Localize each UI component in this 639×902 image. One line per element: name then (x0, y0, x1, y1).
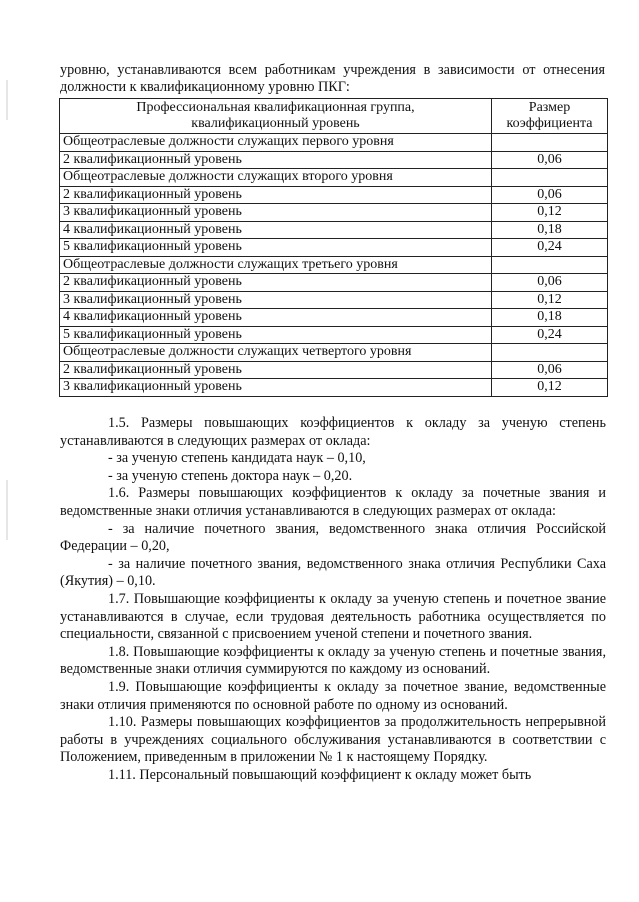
table-row (60, 256, 608, 274)
row-value: 0,06 (492, 274, 608, 292)
row-value: 0,18 (492, 221, 608, 239)
row-label: 4 квалификационный уровень (60, 221, 492, 239)
row-label: Общеотраслевые должности служащих четвертого уровня (60, 344, 492, 362)
scan-edge-mark (6, 80, 8, 120)
document-body (60, 415, 606, 784)
table-row (60, 204, 608, 222)
section-1-5-item-a: - за ученую степень кандидата наук – 0,10, (108, 450, 366, 467)
section-1-6-item-b: - за наличие почетного звания, ведомственного знака отличия Республики Саха (Якутия) – 0,10. (60, 555, 606, 590)
table-row (60, 169, 608, 187)
table-row (60, 309, 608, 327)
table-row (60, 326, 608, 344)
section-1-6-item-a: - за наличие почетного звания, ведомственного знака отличия Российской Федерации – 0,20, (60, 520, 606, 555)
table-row (60, 291, 608, 309)
header-col2-line1: Размер (528, 100, 571, 115)
table-row (60, 344, 608, 362)
table-row (60, 274, 608, 292)
row-label: Общеотраслевые должности служащих первого уровня (60, 134, 492, 152)
section-1-7: 1.7. Повышающие коэффициенты к окладу за ученую степень и почетное звание устанавливаются в случае, если трудовая деятельность работника осуществляется по специальности, связанной с присвоением ученой степени и почетного звания. (60, 590, 606, 643)
row-value: 0,12 (492, 204, 608, 222)
section-1-8: 1.8. Повышающие коэффициенты к окладу за ученую степень и почетные звания, ведомственные знаки отличия суммируются по каждому из оснований. (60, 643, 606, 678)
table-row (60, 361, 608, 379)
section-1-11: 1.11. Персональный повышающий коэффициент к окладу может быть (108, 766, 532, 783)
row-value: 0,24 (492, 326, 608, 344)
row-value: 0,06 (492, 186, 608, 204)
row-value (492, 256, 608, 274)
row-label: Общеотраслевые должности служащих третьего уровня (60, 256, 492, 274)
row-label: 3 квалификационный уровень (60, 379, 492, 397)
row-value (492, 134, 608, 152)
row-label: 2 квалификационный уровень (60, 151, 492, 169)
row-label: 4 квалификационный уровень (60, 309, 492, 327)
header-coefficient-size (492, 99, 608, 134)
row-label: 3 квалификационный уровень (60, 291, 492, 309)
section-1-5: 1.5. Размеры повышающих коэффициентов к окладу за ученую степень устанавливаются в следующих размерах от оклада: (60, 415, 606, 449)
section-1-9: 1.9. Повышающие коэффициенты к окладу за почетное звание, ведомственные знаки отличия применяются по основной работе по одному из оснований. (60, 678, 606, 713)
row-label: 3 квалификационный уровень (60, 204, 492, 222)
header-qualification-group (60, 99, 492, 134)
table-row (60, 134, 608, 152)
coefficient-table (59, 98, 608, 397)
row-label: 2 квалификационный уровень (60, 186, 492, 204)
row-value: 0,06 (492, 361, 608, 379)
row-value: 0,12 (492, 291, 608, 309)
row-label: Общеотраслевые должности служащих второго уровня (60, 169, 492, 187)
row-value: 0,06 (492, 151, 608, 169)
section-1-10: 1.10. Размеры повышающих коэффициентов за продолжительность непрерывной работы в учреждениях социального обслуживания устанавливаются в соответствии с Положением, приведенным в приложении № 1 к настоящему Порядку. (60, 714, 606, 766)
row-value: 0,24 (492, 239, 608, 257)
table-row (60, 186, 608, 204)
scan-edge-mark (6, 480, 8, 540)
table-header-row (60, 99, 608, 134)
section-1-5-item-b: - за ученую степень доктора наук – 0,20. (108, 467, 353, 484)
row-value (492, 344, 608, 362)
row-label: 5 квалификационный уровень (60, 326, 492, 344)
header-col1-line1: Профессиональная квалификационная группа, (136, 100, 415, 115)
section-1-6: 1.6. Размеры повышающих коэффициентов к окладу за почетные звания и ведомственные знаки отличия устанавливаются в следующих размерах от оклада: (60, 485, 606, 519)
row-label: 2 квалификационный уровень (60, 361, 492, 379)
table-row (60, 239, 608, 257)
table-row (60, 379, 608, 397)
intro-paragraph: уровню, устанавливаются всем работникам учреждения в зависимости от отнесения должности к квалификационному уровню ПКГ: (60, 62, 605, 95)
row-label: 2 квалификационный уровень (60, 274, 492, 292)
row-label: 5 квалификационный уровень (60, 239, 492, 257)
table-row (60, 151, 608, 169)
header-col1-line2: квалификационный уровень (191, 116, 360, 131)
header-col2-line2: коэффициента (506, 116, 593, 131)
row-value (492, 169, 608, 187)
row-value: 0,12 (492, 379, 608, 397)
row-value: 0,18 (492, 309, 608, 327)
table-row (60, 221, 608, 239)
